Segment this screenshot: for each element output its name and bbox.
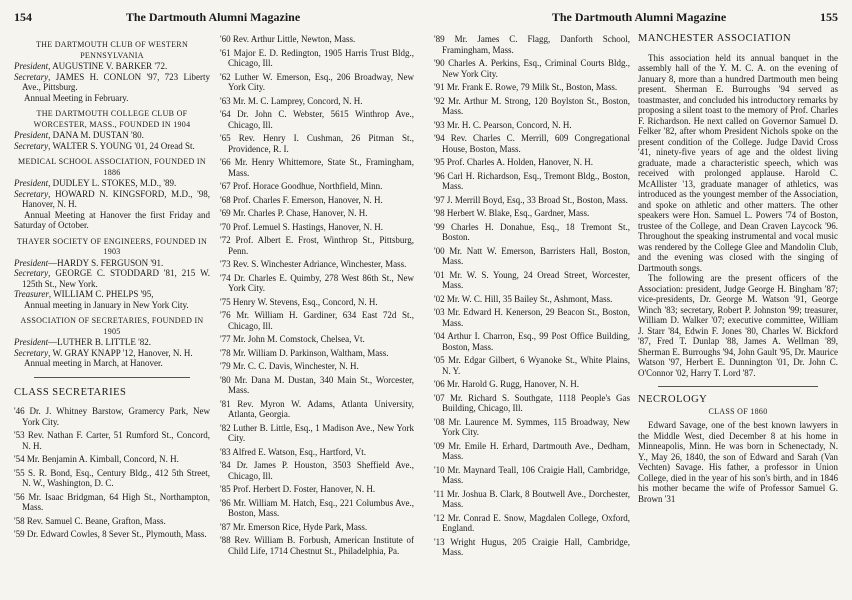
club-heading: THAYER SOCIETY OF ENGINEERS, FOUNDED IN 1903	[16, 236, 208, 256]
section-divider	[34, 377, 190, 378]
secretary-entry: '67 Prof. Horace Goodhue, Northfield, Minn.	[220, 181, 383, 191]
left-running-title: The Dartmouth Alumni Magazine	[125, 10, 301, 24]
club-note: Annual Meeting in February.	[24, 92, 129, 103]
manchester-title: MANCHESTER ASSOCIATION	[638, 34, 792, 44]
secretary-entry: '64 Dr. John C. Webster, 5615 Winthrop Ave., Chicago, Ill.	[220, 109, 414, 130]
secretary-entry: '93 Mr. H. C. Pearson, Concord, N. H.	[434, 119, 572, 130]
secretary-entry: '92 Mr. Arthur M. Strong, 120 Boylston St., Boston, Mass.	[434, 95, 630, 116]
section-divider	[658, 386, 818, 387]
secretary-entry: '62 Luther W. Emerson, Esq., 206 Broadway, New York City.	[220, 71, 414, 92]
secretary-entry: '76 Mr. William H. Gardiner, 634 East 72d St., Chicago, Ill.	[220, 310, 414, 331]
secretary-entry: '10 Mr. Maynard Teall, 106 Craigie Hall, Cambridge, Mass.	[434, 464, 630, 485]
club-officer: President, AUGUSTINE V. BARKER '72.	[14, 61, 168, 71]
club-heading: MEDICAL SCHOOL ASSOCIATION, FOUNDED IN 1886	[18, 157, 206, 177]
secretary-entry: '75 Henry W. Stevens, Esq., Concord, N. H.	[220, 296, 378, 307]
club-officer: Secretary, HOWARD N. KINGSFORD, M.D., '98, Hanover, N. H.	[14, 188, 210, 209]
secretary-entry: '86 Mr. William M. Hatch, Esq., 221 Columbus Ave., Boston, Mass.	[220, 497, 414, 518]
secretary-entry: '08 Mr. Laurence M. Symmes, 115 Broadway, New York City.	[434, 416, 630, 437]
necrology-text: Edward Savage, one of the best known lawyers in the Middle West, died December 8 at his home in Minneapolis, Minn. He was born in Schenectady, N. Y., May 26, 1840, the son of Edward and Sarah (Van Vechten) Savage. His father, a professor in Union College, died in the year of his son's birth, and in 1846 his mother became the wife of Professor Samuel G. Brown '31	[638, 420, 838, 504]
necrology-title: NECROLOGY	[638, 394, 708, 405]
secretary-entry: '09 Mr. Emile H. Erhard, Dartmouth Ave., Dedham, Mass.	[434, 440, 630, 461]
secretary-entry: '06 Mr. Harold G. Rugg, Hanover, N. H.	[434, 379, 579, 389]
secretary-entry: '78 Mr. William D. Parkinson, Waltham, Mass.	[220, 347, 389, 358]
secretary-entry: '89 Mr. James C. Flagg, Danforth School, Framingham, Mass.	[434, 34, 630, 55]
club-officer: Secretary, JAMES H. CONLON '97, 723 Liberty Ave., Pittsburg.	[14, 71, 210, 92]
necrology-class: CLASS OF 1860	[708, 406, 768, 416]
secretary-entry: '90 Charles A. Perkins, Esq., Criminal Courts Bldg., New York City.	[434, 58, 630, 79]
manchester-text: This association held its annual banquet in the assembly hall of the Y. M. C. A. on the evening of January 8, more than a hundred Dartmouth men being present. Sherman E. Burroughs '94 served as toastmaster, and concluded his introductory remarks by proposing a silent toast to the memory of Prof. Charles F. Richardson. He next called on Governor Samuel D. Felker '82, after whom President Nichols spoke on the present condition of the College. Judge David Cross '41, ninety-five years of age and the oldest living graduate, made a characteristic speech, which was received with prolonged applause. Harold C. McAllister '13, graduate manager of athletics, was introduced as the youngest member of the Association, and spoke on athletic and other matters. The other speakers were Hon. Samuel L. Powers '74 of Boston, trustee of the College, and Dean Craven Laycock '96. Throughout the speaking instrumental and vocal music was rendered by the College Glee and Mandolin Club, and the evening was closed with the singing of Dartmouth songs.	[638, 52, 838, 273]
secretary-entry: '01 Mr. W. S. Young, 24 Oread Street, Worcester, Mass.	[434, 269, 630, 290]
secretary-entry: '59 Dr. Edward Cowles, 8 Sever St., Plymouth, Mass.	[14, 529, 207, 539]
secretary-entry: '95 Prof. Charles A. Holden, Hanover, N. H.	[434, 157, 593, 167]
secretary-entry: '80 Mr. Dana M. Dustan, 340 Main St., Worcester, Mass.	[220, 374, 414, 395]
class-secretaries-title: CLASS SECRETARIES	[14, 386, 127, 398]
secretary-entry: '91 Mr. Frank E. Rowe, 79 Milk St., Boston, Mass.	[434, 82, 618, 92]
secretary-entry: '77 Mr. John M. Comstock, Chelsea, Vt.	[220, 334, 365, 344]
club-heading: THE DARTMOUTH CLUB OF WESTERN PENNSYLVANIA	[35, 40, 189, 60]
right-page	[426, 0, 852, 600]
secretary-entry: '96 Carl H. Richardson, Esq., Tremont Bldg., Boston, Mass.	[434, 170, 630, 191]
secretary-entry: '03 Mr. Edward H. Kenerson, 29 Beacon St., Boston, Mass.	[434, 307, 630, 328]
secretary-entry: '85 Prof. Herbert D. Foster, Hanover, N. H.	[220, 484, 376, 494]
secretary-entry: '84 Dr. James P. Houston, 3503 Sheffield Ave., Chicago, Ill.	[220, 460, 414, 481]
secretary-entry: '94 Rev. Charles C. Merrill, 609 Congregational House, Boston, Mass.	[434, 133, 630, 154]
secretary-entry: '05 Mr. Edgar Gilbert, 6 Wyanoke St., White Plains, N. Y.	[434, 355, 630, 376]
club-officer: President, DUDLEY L. STOKES, M.D., '89.	[14, 178, 177, 188]
secretary-entry: '55 S. R. Bond, Esq., Century Bldg., 412 5th Street, N. W., Washington, D. C.	[14, 467, 210, 488]
right-running-title: The Dartmouth Alumni Magazine	[551, 10, 727, 24]
officers-text: The following are the present officers of the Association: president, Judge George H. Bingham '87; vice-presidents, Dr. George M. Watson '91, George Winch '83; secretary, Robert P. Johnston '99; treasurer, William D. Walker '07; executive committee, William J. Starr '84, Edwin F. Jones '80, Charles W. Bickford '87, Fred T. Dunlap '88, James A. Wellman '89, Sherman E. Burroughs '94, John Gault '95, Dr. Maurice Watson '97, Herbert E. Dunnington '01, Dr. John C. O'Connor '02, Harry T. Lord '87.	[638, 273, 838, 378]
club-heading: THE DARTMOUTH COLLEGE CLUB OF WORCESTER, MASS., FOUNDED IN 1904	[33, 109, 191, 129]
club-officer: Secretary, GEORGE C. STODDARD '81, 215 W. 125th St., New York.	[14, 268, 210, 289]
secretary-entry: '04 Arthur I. Charron, Esq., 99 Post Office Building, Boston, Mass.	[434, 331, 630, 352]
secretary-entry: '82 Luther B. Little, Esq., 1 Madison Ave., New York City.	[220, 422, 414, 443]
secretary-entry: '72 Prof. Albert E. Frost, Winthrop St., Pittsburg, Penn.	[220, 235, 414, 256]
right-column-1	[434, 34, 630, 594]
right-page-header	[440, 10, 838, 26]
secretary-entry: '07 Mr. Richard S. Southgate, 1118 People's Gas Building, Chicago, Ill.	[434, 392, 630, 413]
right-column-2	[638, 34, 838, 594]
left-column-2	[220, 34, 414, 594]
club-note: Annual Meeting at Hanover the first Friday and Saturday of October.	[14, 209, 210, 230]
secretary-entry: '97 J. Merrill Boyd, Esq., 33 Broad St., Boston, Mass.	[434, 194, 628, 205]
secretary-entry: '63 Mr. M. C. Lamprey, Concord, N. H.	[220, 95, 363, 106]
club-note: Annual meeting in January in New York City.	[24, 299, 189, 310]
secretary-entry: '98 Herbert W. Blake, Esq., Gardner, Mass.	[434, 208, 590, 218]
secretary-entry: '99 Charles H. Donahue, Esq., 18 Tremont St., Boston.	[434, 221, 630, 242]
secretary-entry: '11 Mr. Joshua B. Clark, 8 Boutwell Ave., Dorchester, Mass.	[434, 488, 630, 509]
secretary-entry: '12 Mr. Conrad E. Snow, Magdalen College, Oxford, England.	[434, 512, 630, 533]
club-officer: President—HARDY S. FERGUSON '91.	[14, 257, 164, 268]
club-officer: Secretary, W. GRAY KNAPP '12, Hanover, N. H.	[14, 347, 193, 358]
secretary-entry: '69 Mr. Charles P. Chase, Hanover, N. H.	[220, 208, 368, 218]
club-officer: President, DANA M. DUSTAN '80.	[14, 130, 144, 140]
secretary-entry: '70 Prof. Lemuel S. Hastings, Hanover, N. H.	[220, 221, 383, 232]
secretary-entry: '83 Alfred E. Watson, Esq., Hartford, Vt.	[220, 446, 367, 457]
club-officer: Secretary, WALTER S. YOUNG '01, 24 Oread St.	[14, 140, 195, 151]
right-page-number: 155	[820, 10, 838, 24]
secretary-entry: '87 Mr. Emerson Rice, Hyde Park, Mass.	[220, 521, 368, 532]
secretary-entry: '00 Mr. Natt W. Emerson, Barristers Hall, Boston, Mass.	[434, 245, 630, 266]
club-officer: Treasurer, WILLIAM C. PHELPS '95,	[14, 289, 154, 299]
left-column-1	[14, 34, 210, 594]
secretary-entry: '88 Rev. William B. Forbush, American Institute of Child Life, 1714 Chestnut St., Philadelphia, Pa.	[220, 535, 414, 556]
secretary-entry: '68 Prof. Charles F. Emerson, Hanover, N. H.	[220, 194, 383, 205]
club-heading: ASSOCIATION OF SECRETARIES, FOUNDED IN 1905	[20, 316, 204, 336]
secretary-entry: '79 Mr. C. C. Davis, Winchester, N. H.	[220, 361, 359, 371]
club-officer: President—LUTHER B. LITTLE '82.	[14, 337, 152, 347]
secretary-entry: '46 Dr. J. Whitney Barstow, Gramercy Park, New York City.	[14, 406, 210, 427]
secretary-entry: '60 Rev. Arthur Little, Newton, Mass.	[220, 34, 356, 44]
secretary-entry: '54 Mr. Benjamin A. Kimball, Concord, N. H.	[14, 454, 179, 464]
secretary-entry: '58 Rev. Samuel C. Beane, Grafton, Mass.	[14, 515, 166, 526]
secretary-entry: '53 Rev. Nathan F. Carter, 51 Rumford St., Concord, N. H.	[14, 430, 210, 451]
secretary-entry: '61 Major E. D. Redington, 1905 Harris Trust Bldg., Chicago, Ill.	[220, 47, 414, 68]
club-note: Annual meeting in March, at Hanover.	[24, 358, 163, 368]
secretary-entry: '74 Dr. Charles E. Quimby, 278 West 86th St., New York City.	[220, 272, 414, 293]
left-page-header	[14, 10, 412, 26]
secretary-entry: '02 Mr. W. C. Hill, 35 Bailey St., Ashmont, Mass.	[434, 293, 613, 304]
secretary-entry: '73 Rev. S. Winchester Adriance, Winchester, Mass.	[220, 259, 407, 269]
secretary-entry: '81 Rev. Myron W. Adams, Atlanta University, Atlanta, Georgia.	[220, 398, 414, 419]
secretary-entry: '56 Mr. Isaac Bridgman, 64 High St., Northampton, Mass.	[14, 491, 210, 512]
left-page-number: 154	[14, 10, 32, 24]
secretary-entry: '13 Wright Hugus, 205 Craigie Hall, Cambridge, Mass.	[434, 536, 630, 557]
secretary-entry: '65 Rev. Henry I. Cushman, 26 Pitman St., Providence, R. I.	[220, 133, 414, 154]
secretary-entry: '66 Mr. Henry Whittemore, State St., Framingham, Mass.	[220, 157, 414, 178]
